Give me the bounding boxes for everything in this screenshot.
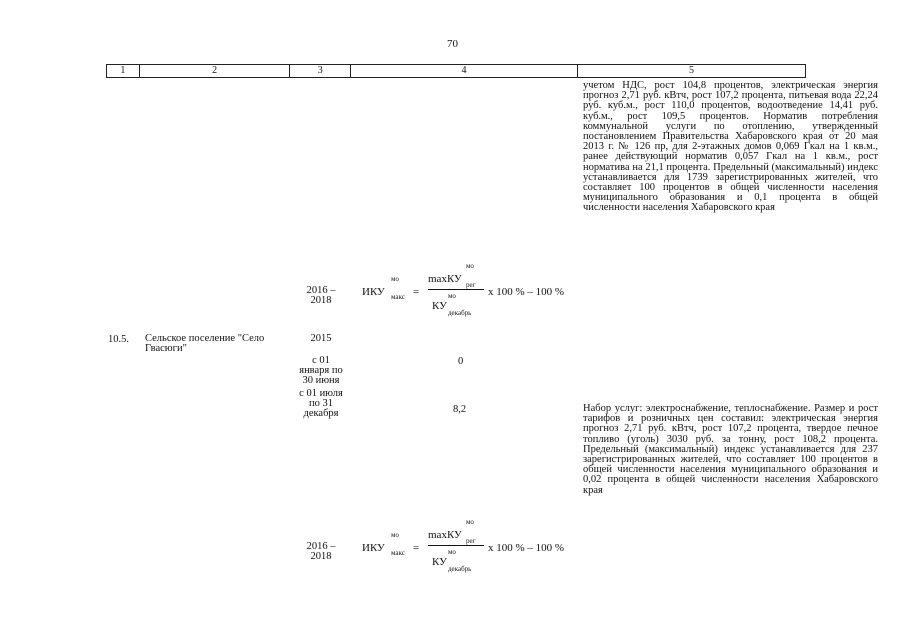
formula-fraction-bar bbox=[428, 289, 484, 290]
column-header-5: 5 bbox=[577, 65, 805, 78]
column-header-1: 1 bbox=[107, 65, 140, 78]
row-description: Набор услуг: электроснабжение, теплоснабжение. Размер и рост тарифов и розничных цен составил: электрическая энергия прогноз 2,71 руб. кВтч, рост 107,2 процента, твердое печное топливо (уголь) 3030 руб. за тонну, рост 108,2 процента. Предельный (максимальный) индекс устанавливается для 237 зарегистрированных жителей, что составляет 100 процентов в общей численности населения муниципального образования и 0,02 процента в общей численности населения Хабаровского края bbox=[583, 403, 878, 496]
period-first-half: с 01 января по 30 июня bbox=[299, 355, 343, 387]
index-value-second-half: 8,2 bbox=[453, 404, 467, 415]
continued-description: учетом НДС, рост 104,8 процентов, электрическая энергия прогноз 2,71 руб. кВтч, рост 107,2 процента, питьевая вода 22,24 руб. куб.м., рост 110,0 процентов, водоотведение 14,41 руб. куб.м., рост 109,5 процентов. Норматив потребления коммунальной услуги по отоплению, утвержденный постановлением Правительства Хабаровского края от 20 мая 2013 г. № 126 пр, для 2-этажных домов 0,069 Гкал на 1 кв.м., ранее действующий норматив 0,057 Гкал на 1 кв.м., рост норматива на 21,1 процента. Предельный (максимальный) индекс устанавливается для 1739 зарегистрированных жителей, что составляет 100 процентов в общей численности населения муниципального образования и 0,1 процента в общей численности населения Хабаровского края bbox=[583, 80, 878, 214]
column-header-row bbox=[106, 64, 806, 78]
period-second-half: с 01 июля по 31 декабря bbox=[299, 388, 343, 420]
column-header-3: 3 bbox=[290, 65, 351, 78]
formula2-numerator-sub: рег bbox=[466, 537, 476, 545]
formula2-mo-lhs: мо bbox=[391, 531, 399, 539]
formula-mo-den: мо bbox=[448, 292, 456, 300]
formula2-equals: = bbox=[413, 542, 420, 554]
column-header-4: 4 bbox=[350, 65, 577, 78]
formula2-lhs: ИКУ bbox=[362, 542, 385, 554]
formula-lhs: ИКУ bbox=[362, 286, 385, 298]
row-number: 10.5. bbox=[108, 334, 129, 345]
settlement-name: Сельское поселение "Село Гвасюги" bbox=[145, 333, 265, 355]
formula-rhs: x 100 % – 100 % bbox=[488, 286, 565, 298]
formula2-lhs-sub: макс bbox=[391, 549, 405, 557]
formula-mo-lhs: мо bbox=[391, 275, 399, 283]
row-year: 2015 bbox=[310, 333, 332, 344]
formula-numerator-sub: рег bbox=[466, 281, 476, 289]
formula-denominator: КУ bbox=[432, 300, 447, 312]
formula2-fraction-bar bbox=[428, 545, 484, 546]
formula-numerator: maxКУ bbox=[428, 273, 462, 285]
formula-equals: = bbox=[413, 286, 420, 298]
formula-mo-num: мо bbox=[466, 262, 474, 270]
formula2-mo-den: мо bbox=[448, 548, 456, 556]
formula2-denominator-sub: декабрь bbox=[448, 565, 472, 573]
formula2-mo-num: мо bbox=[466, 518, 474, 526]
formula-denominator-sub: декабрь bbox=[448, 309, 472, 317]
formula2-denominator: КУ bbox=[432, 556, 447, 568]
index-value-first-half: 0 bbox=[458, 356, 464, 367]
page-number: 70 bbox=[447, 38, 458, 50]
formula-lhs-sub: макс bbox=[391, 293, 405, 301]
formula2-rhs: x 100 % – 100 % bbox=[488, 542, 565, 554]
formula2-numerator: maxКУ bbox=[428, 529, 462, 541]
column-header-2: 2 bbox=[139, 65, 290, 78]
formula-period-2: 2016 – 2018 bbox=[306, 541, 336, 563]
formula-period: 2016 – 2018 bbox=[306, 285, 336, 307]
